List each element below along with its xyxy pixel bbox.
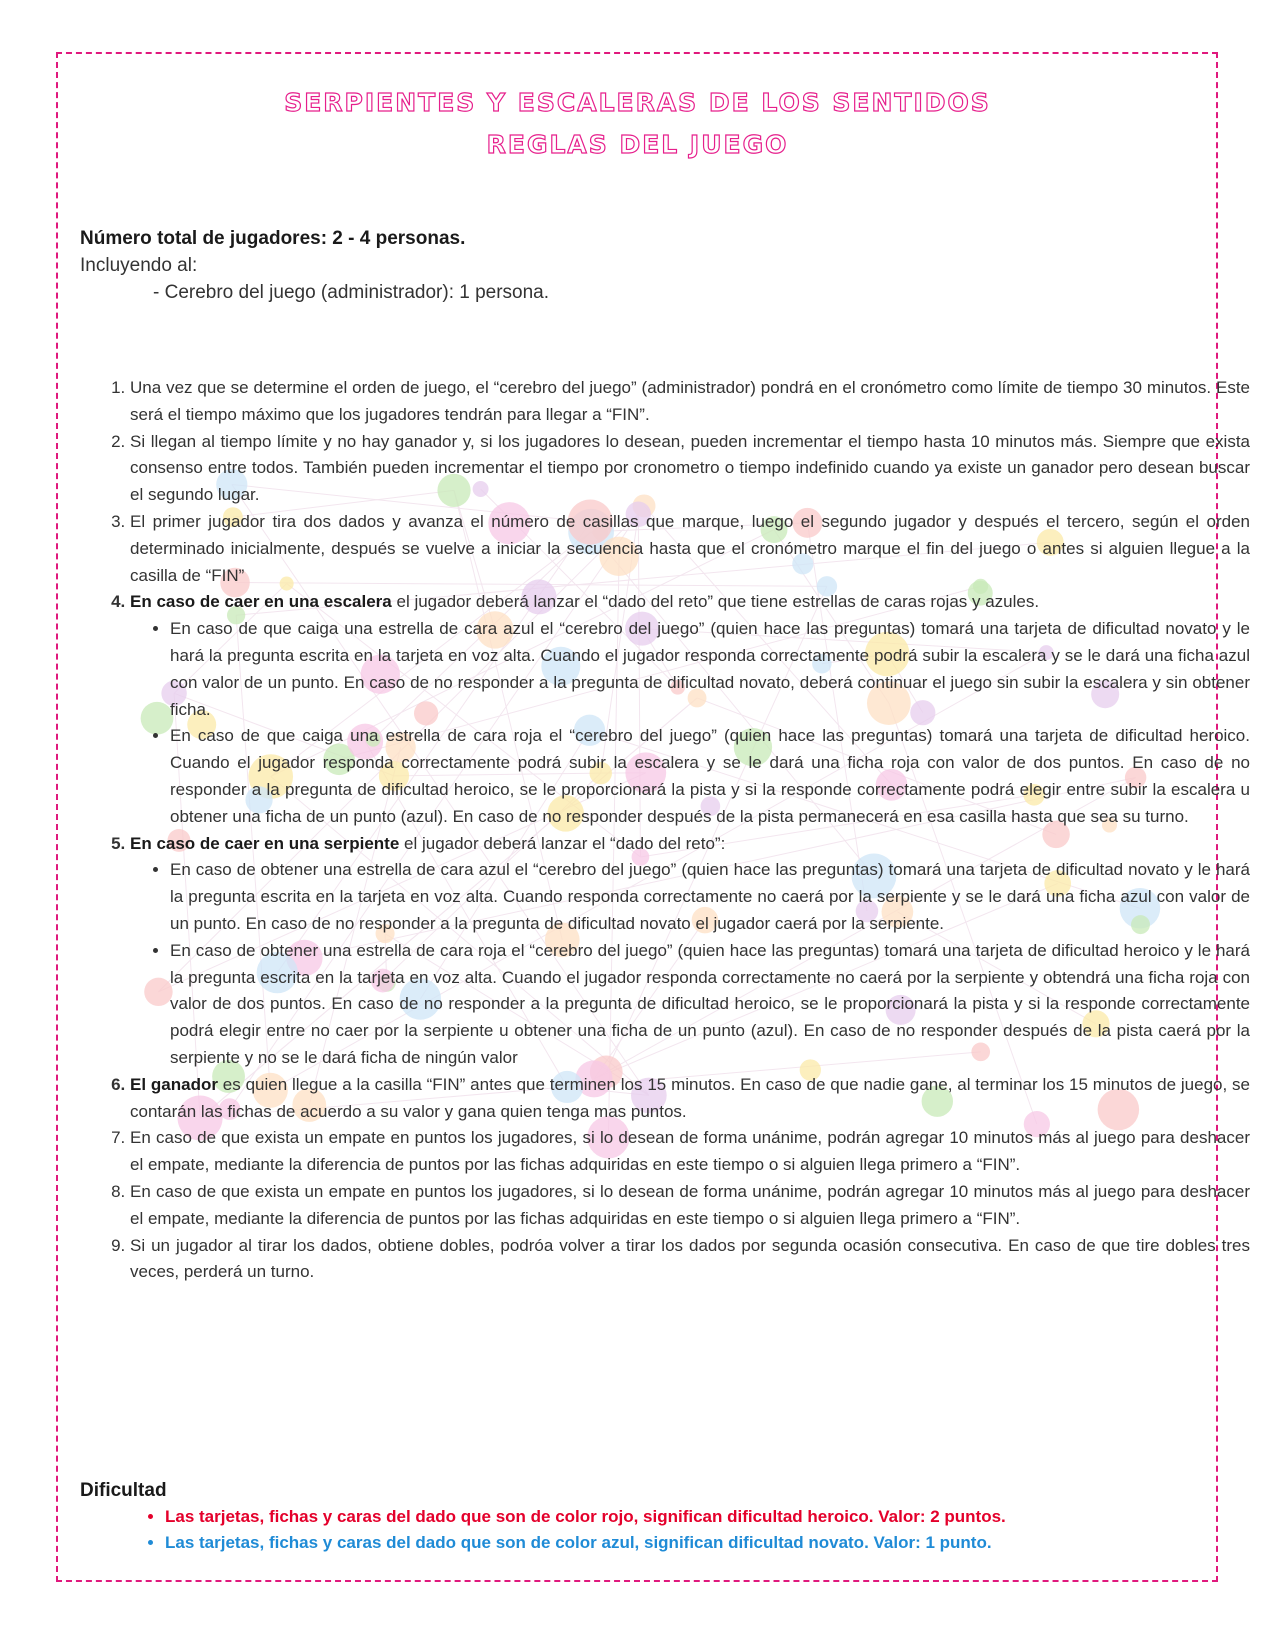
difficulty-red-item xyxy=(165,1504,1200,1530)
players-total: Número total de jugadores: 2 - 4 personas. xyxy=(80,228,466,249)
sub-item-text: En caso de obtener una estrella de cara azul el “cerebro del juego” (quien hace las preguntas) tomará una tarjeta de dificultad novato y le hará la pregunta escrita en la tarjeta en voz alta. Cuando responda correctamente no caerá por la serpiente y se le dará una ficha azul con valor de un punto. En caso de no responder a la pregunta de dificultad novato el jugador caerá por la serpiente. xyxy=(170,860,1250,933)
sub-item xyxy=(170,723,1250,830)
rule-item xyxy=(130,1233,1250,1287)
players-section xyxy=(80,225,1200,306)
rule-text: Si un jugador al tirar los dados, obtiene dobles, podróa volver a tirar los dados por segunda ocasión consecutiva. En caso de que tire dobles tres veces, perderá un turno. xyxy=(130,1235,1250,1282)
rule-bold-text: En caso de caer en una escalera xyxy=(130,592,392,612)
rule-item-winner xyxy=(130,1072,1250,1126)
difficulty-section xyxy=(80,1478,1200,1556)
difficulty-blue-item xyxy=(165,1530,1200,1556)
difficulty-red-text: Las tarjetas, fichas y caras del dado que son de color rojo, significan dificultad heroico. Valor: 2 puntos. xyxy=(165,1507,1006,1526)
rules-subtitle: REGLAS DEL JUEGO xyxy=(486,130,789,159)
game-title: SERPIENTES Y ESCALERAS DE LOS SENTIDOS xyxy=(284,88,991,117)
difficulty-list xyxy=(80,1504,1200,1556)
rule-text: Una vez que se determine el orden de juego, el “cerebro del juego” (administrador) pondrá en el cronómetro como límite de tiempo 30 minutos. Este será el tiempo máximo que los jugadores tendrán para llegar a “FIN”. xyxy=(130,378,1250,424)
sub-list xyxy=(130,616,1250,830)
rule-text: Si llegan al tiempo límite y no hay ganador y, si los jugadores lo desean, pueden incrementar el tiempo hasta 10 minutos más. Siempre que exista consenso entre todos. También pueden incrementar el tiempo por cronometro o tiempo indefinido cuando ya existe un ganador pero desean buscar el segundo lugar. xyxy=(130,431,1250,505)
sub-item xyxy=(170,938,1250,1072)
rule-bold-text: En caso de caer en una serpiente xyxy=(130,833,400,853)
rule-item xyxy=(130,509,1250,589)
rule-text: El primer jugador tira dos dados y avanza el número de casillas que marque, luego el segundo jugador y después el tercero, según el orden determinado inicialmente, después se vuelve a iniciar la secuencia hasta que el cronómetro marque el fin del juego o antes si alguien llegue a la casilla de “FIN” xyxy=(130,511,1250,585)
rule-bold-text: El ganador xyxy=(130,1074,218,1094)
rule-item-snake xyxy=(130,831,1250,1072)
players-including: Incluyendo al: xyxy=(80,255,198,276)
sub-item-text: En caso de que caiga una estrella de cara roja el “cerebro del juego” (quien hace las preguntas) tomará una tarjeta de dificultad heroico. Cuando el jugador responda correctamente podrá subir la escalera y se le dará una ficha roja con valor de dos puntos. En caso de no responder a la pregunta de dificultad heroico, se le proporcionará la pista y si la responde correctamente podrá elegir entre subir la escalera u obtener una ficha de un punto (azul). En caso de no responder después de la pista permanecerá en esa casilla hasta que sea su turno. xyxy=(170,726,1250,826)
rule-item xyxy=(130,1179,1250,1233)
rule-text: En caso de que exista un empate en puntos los jugadores, si lo desean de forma unánime, podrán agregar 10 minutos más al juego para deshacer el empate, mediante la diferencia de puntos por las fichas adquiridas en este tiempo o si alguien llega primero a “FIN”. xyxy=(130,1181,1250,1228)
rule-item-ladder xyxy=(130,589,1250,830)
sub-item-text: En caso de obtener una estrella de cara roja el “cerebro del juego” (quien hace las preguntas) tomará una tarjeta de dificultad heroico y le hará la pregunta escrita en la tarjeta en voz alta. Cuando el jugador responda correctamente no caerá por la serpiente y obtendrá una ficha roja con valor de dos puntos. En caso de no responder a la pregunta de dificultad heroico, se le proporcionará la pista y si la responde correctamente podrá elegir entre no caer por la serpiente u obtener una ficha de un punto (azul). En caso de no responder después de la pista caerá por la serpiente y no se le dará ficha de ningún valor xyxy=(170,940,1250,1067)
difficulty-title: Dificultad xyxy=(80,1480,167,1501)
players-admin: - Cerebro del juego (administrador): 1 persona. xyxy=(153,282,550,303)
sub-list xyxy=(130,857,1250,1071)
rule-item xyxy=(130,1125,1250,1179)
rule-text: el jugador deberá lanzar el “dado del reto”: xyxy=(399,833,726,853)
sub-item xyxy=(170,616,1250,723)
difficulty-blue-text: Las tarjetas, fichas y caras del dado que son de color azul, significan dificultad novato. Valor: 1 punto. xyxy=(165,1533,992,1552)
rules-list xyxy=(80,375,1250,1286)
sub-item xyxy=(170,857,1250,937)
rule-text: el jugador deberá lanzar el “dado del reto” que tiene estrellas de caras rojas y azules. xyxy=(391,592,1040,612)
rule-item xyxy=(130,429,1250,509)
rule-text: es quien llegue a la casilla “FIN” antes que terminen los 15 minutos. En caso de que nadie gane, al terminar los 15 minutos de juego, se contarán las fichas de acuerdo a su valor y gana quien tenga mas puntos. xyxy=(130,1074,1250,1121)
rule-text: En caso de que exista un empate en puntos los jugadores, si lo desean de forma unánime, podrán agregar 10 minutos más al juego para deshacer el empate, mediante la diferencia de puntos por las fichas adquiridas en este tiempo o si alguien llega primero a “FIN”. xyxy=(130,1128,1250,1175)
sub-item-text: En caso de que caiga una estrella de cara azul el “cerebro del juego” (quien hace las preguntas) tomará una tarjeta de dificultad novato y le hará la pregunta escrita en la tarjeta en voz alta. Cuando el jugador responda correctamente podrá subir la escalera y se le dará una ficha azul con valor de un punto. En caso de no responder a la pregunta de dificultad novato, deberá continuar el juego sin subir la escalera y sin obtener ficha. xyxy=(170,619,1250,719)
rule-item xyxy=(130,375,1250,429)
